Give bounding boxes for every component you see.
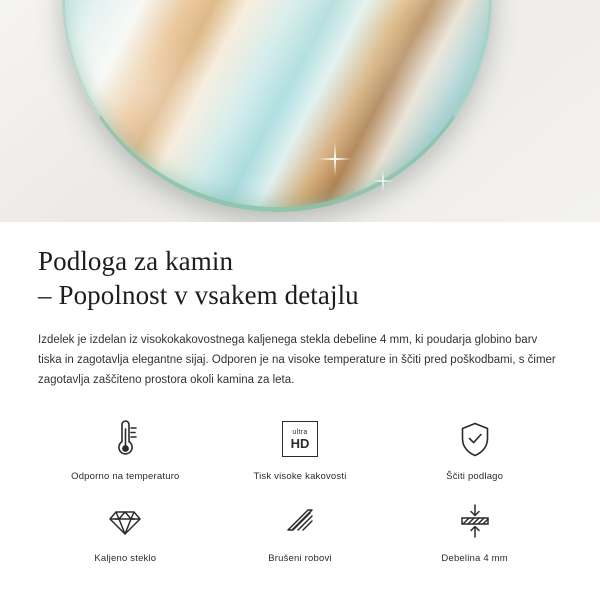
feature-grid — [38, 416, 562, 564]
ultra-hd-top-label: ultra — [292, 428, 308, 436]
thickness-icon — [454, 498, 496, 544]
feature-label: Odporno na temperaturo — [71, 471, 180, 482]
product-description — [38, 330, 562, 390]
ultra-hd-bottom-label: HD — [290, 435, 310, 451]
ultra-hd-icon — [282, 416, 318, 462]
page-title-line-2: – Popolnost v vsakem detajlu — [38, 280, 359, 310]
feature-item-tempered-glass — [38, 498, 213, 564]
feature-label: Kaljeno steklo — [94, 553, 157, 564]
polished-edges-icon — [279, 498, 321, 544]
feature-item-polished-edges — [213, 498, 388, 564]
glass-fireplace-mat — [62, 0, 492, 212]
page-title-line-1: Podloga za kamin — [38, 246, 234, 276]
product-description-text: Izdelek je izdelan iz visokokakovostnega kaljenega stekla debeline 4 mm, ki poudarja globino barv tiska in zagotavlja elegantne sijaj. Odporen je na visoke temperature in ščiti pred poškodbami, s čimer zagotavlja zaščiteno prostora okoli kamina za leta. — [38, 334, 556, 386]
feature-item-protection — [387, 416, 562, 482]
feature-label: Tisk visoke kakovosti — [253, 471, 347, 482]
shield-check-icon — [455, 416, 495, 462]
feature-label: Ščiti podlago — [446, 471, 504, 482]
feature-item-temperature — [38, 416, 213, 482]
feature-item-print-quality — [213, 416, 388, 482]
page-title — [38, 244, 562, 312]
feature-item-thickness — [387, 498, 562, 564]
diamond-icon — [104, 498, 146, 544]
feature-label: Brušeni robovi — [268, 553, 332, 564]
thermometer-icon — [105, 416, 145, 462]
feature-label: Debelina 4 mm — [441, 553, 508, 564]
content-section — [0, 222, 600, 564]
product-hero-image — [0, 0, 600, 222]
